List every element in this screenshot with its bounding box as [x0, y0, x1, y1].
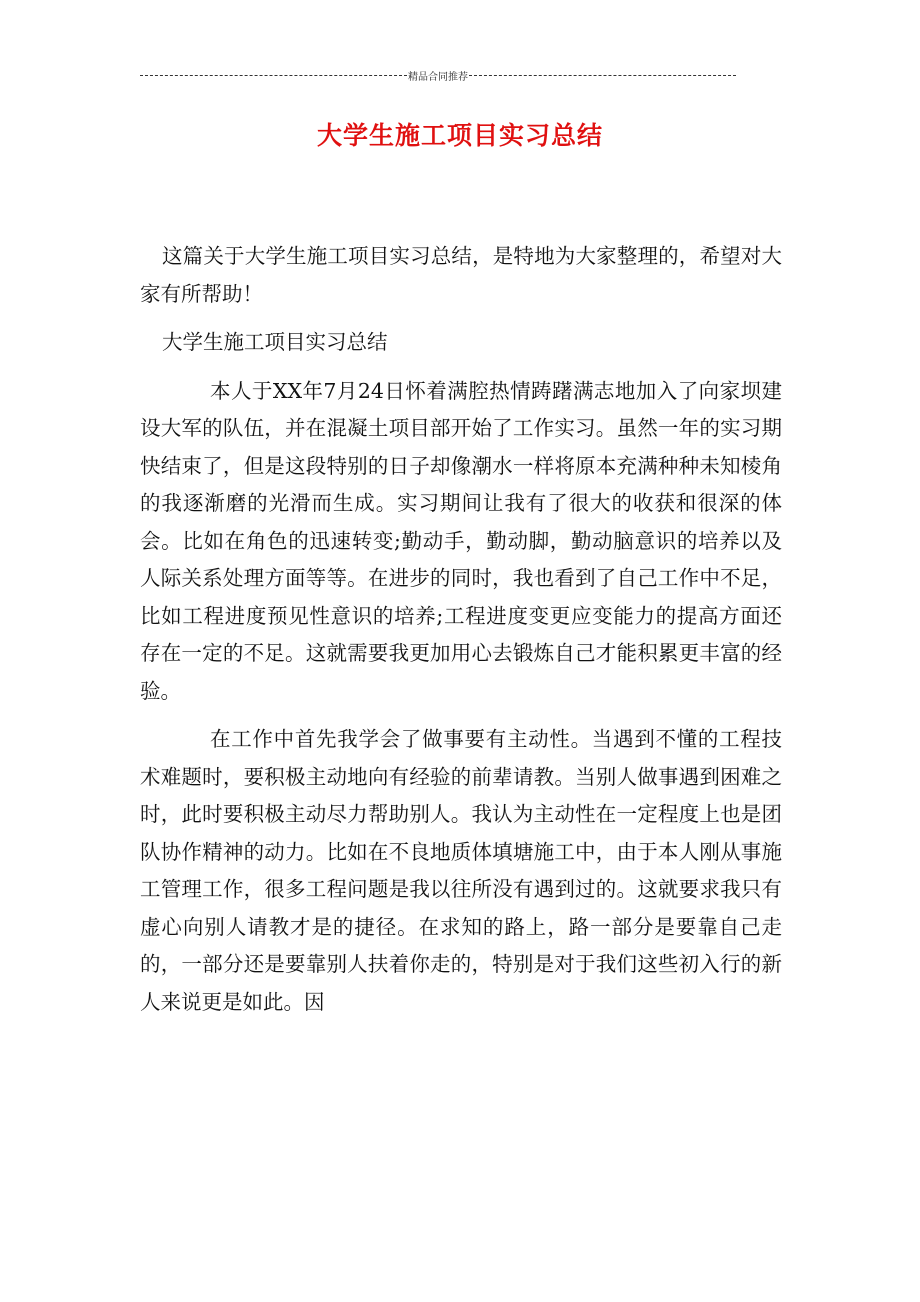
document-title: 大学生施工项目实习总结 [316, 121, 603, 150]
section-subtitle: 大学生施工项目实习总结 [162, 330, 388, 354]
document-body [140, 238, 782, 1032]
intro-paragraph: 这篇关于大学生施工项目实习总结，是特地为大家整理的，希望对大家有所帮助！ [140, 244, 782, 306]
header-dash-right [469, 75, 736, 76]
header-rule [140, 68, 736, 82]
header-dash-left [140, 75, 407, 76]
body-paragraph: 本人于XX年7月24日怀着满腔热情踌躇满志地加入了向家坝建设大军的队伍，并在混凝土项目部开始了工作实习。虽然一年的实习期快结束了，但是这段特别的日子却像潮水一样将原本充满种种未知棱角的我逐渐磨的光滑而生成。实习期间让我有了很大的收获和很深的体会。比如在角色的迅速转变;勤动手，勤动脚，勤动脑意识的培养以及人际关系处理方面等等。在进步的同时，我也看到了自己工作中不足，比如工程进度预见性意识的培养;工程进度变更应变能力的提高方面还存在一定的不足。这就需要我更加用心去锻炼自己才能积累更丰富的经验。 [140, 378, 782, 703]
body-paragraph: 在工作中首先我学会了做事要有主动性。当遇到不懂的工程技术难题时，要积极主动地向有经验的前辈请教。当别人做事遇到困难之时，此时要积极主动尽力帮助别人。我认为主动性在一定程度上也是团队协作精神的动力。比如在不良地质体填塘施工中，由于本人刚从事施工管理工作，很多工程问题是我以往所没有遇到过的。这就要求我只有虚心向别人请教才是的捷径。在求知的路上，路一部分是要靠自己走的，一部分还是要靠别人扶着你走的，特别是对于我们这些初入行的新人来说更是如此。因 [140, 727, 782, 1014]
header-label: 精品合同推荐 [408, 71, 468, 83]
